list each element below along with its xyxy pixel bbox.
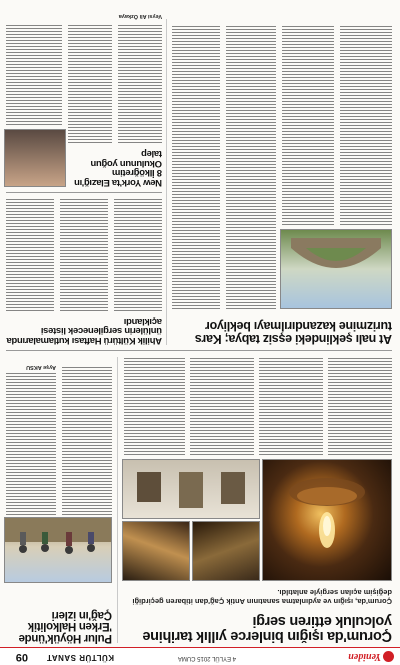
page-header [0, 647, 400, 665]
ahilik-headline: Ahilik Kültürü Haftası kutlamalarında ünlülerin sergilenecek listesi açıklandı [6, 315, 162, 346]
corum-exhibit-photo-2 [122, 521, 190, 581]
newyork-body-col-3 [6, 25, 62, 125]
kars-headline: At nalı şeklindeki eşsiz tabya; Kars turizmine kazandırılmayı bekliyor [195, 319, 392, 346]
ahilik-body-col-2 [60, 199, 108, 311]
newyork-byline: Veysi Ali Özkaya [118, 13, 162, 19]
newyork-headline: New York'ta Elazığ'ın 8 İlköğretim Okulunun yoğun talep [74, 147, 162, 188]
corum-body-col-1 [328, 357, 392, 455]
kars-body-col-4 [172, 25, 220, 309]
kars-fortress-photo [280, 229, 392, 309]
corum-body-col-4 [124, 357, 185, 455]
logo-mark-icon [383, 651, 394, 662]
logo-text: Yeniden [348, 651, 381, 662]
newyork-group-photo [4, 129, 66, 187]
newyork-body-col-1 [118, 25, 162, 143]
page-number: 09 [15, 651, 28, 663]
corum-exhibit-photo-1 [192, 521, 260, 581]
puluur-body-col-1 [62, 365, 112, 515]
corum-headline: Çorum'da ışığın binlerce yıllık tarihine yolculuk ettiren sergi [142, 613, 392, 644]
kars-body-col-3 [226, 25, 276, 309]
kars-body-col-1 [340, 25, 392, 225]
newyork-body-col-2 [68, 25, 112, 143]
newspaper-logo [348, 650, 394, 663]
corum-body-col-3 [190, 357, 254, 455]
puluur-byline: Ayşe AKSU [26, 364, 56, 370]
section-title: KÜLTÜR SANAT [46, 653, 114, 662]
kars-body-col-2 [282, 25, 334, 225]
corum-lamp-photo [262, 459, 392, 581]
ahilik-body-col-1 [114, 199, 162, 311]
puluur-excavation-photo [4, 517, 112, 583]
oil-lamp-illustration [263, 460, 391, 580]
corum-exhibit-photo-3 [122, 459, 260, 519]
ahilik-body-col-3 [6, 199, 54, 311]
puluur-body-col-2 [6, 373, 56, 515]
corum-body-col-2 [259, 357, 323, 455]
puluur-headline: Pulur Höyük'ünde 'Erken Halkolitik Çağ'ın izleri [18, 608, 112, 644]
corum-deck: Çorum'da, ışığın ve aydınlatma sanatının Antik Çağ'dan itibaren geçirdiği değişim açılan sergiyle anlatıldı. [132, 588, 392, 606]
issue-date: 4 EYLÜL 2015 CUMA [177, 655, 236, 661]
